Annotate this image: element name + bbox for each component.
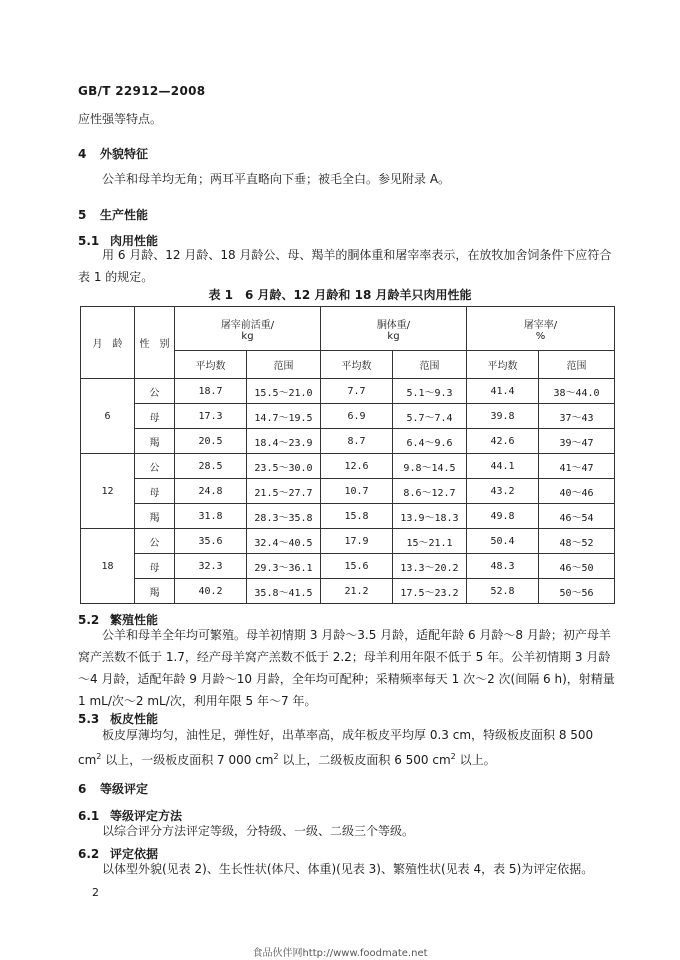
table-1-caption: 表 1 6 月龄、12 月龄和 18 月龄羊只肉用性能 bbox=[208, 288, 472, 302]
section-6-1-number: 6.1 bbox=[78, 809, 100, 823]
header-live-weight-title: 屠宰前活重/ bbox=[220, 319, 275, 331]
data-cell: 15.8 bbox=[321, 504, 393, 529]
header-carcass-weight-title: 胴体重/ bbox=[376, 319, 411, 331]
standard-number: GB/T 22912—2008 bbox=[78, 84, 206, 98]
section-6-2-title: 评定依据 bbox=[110, 847, 159, 861]
table-1 bbox=[80, 306, 615, 604]
section-5-3-text: 以上。 bbox=[455, 753, 496, 767]
table-row bbox=[81, 479, 615, 504]
sex-cell: 母 bbox=[135, 554, 175, 579]
data-cell: 10.7 bbox=[321, 479, 393, 504]
data-cell: 50.4 bbox=[467, 529, 539, 554]
data-cell: 18.4～23.9 bbox=[247, 429, 321, 454]
data-cell: 20.5 bbox=[175, 429, 247, 454]
table-row bbox=[81, 579, 615, 604]
data-cell: 32.4～40.5 bbox=[247, 529, 321, 554]
header-carcass-weight-unit: kg bbox=[387, 330, 400, 342]
sex-cell: 母 bbox=[135, 404, 175, 429]
data-cell: 5.7～7.4 bbox=[393, 404, 467, 429]
data-cell: 6.9 bbox=[321, 404, 393, 429]
data-cell: 49.8 bbox=[467, 504, 539, 529]
data-cell: 23.5～30.0 bbox=[247, 454, 321, 479]
data-cell: 17.3 bbox=[175, 404, 247, 429]
section-4-title: 外貌特征 bbox=[100, 147, 149, 161]
section-5-2-body: 公羊和母羊全年均可繁殖。母羊初情期 3 月龄～3.5 月龄，适配年龄 6 月龄～8 月龄；初产母羊窝产羔数不低于 1.7，经产母羊窝产羔数不低于 2.2；母羊利用年限不低于 5 年。公羊初情期 3 月龄～4 月龄，适配年龄 9 月龄～10 月龄，全年均可配种；采精频率每天 1 次～2 次(间隔 6 h)，射精量 1 mL/次～2 mL/次，利用年限 5 年～7 年。 bbox=[78, 628, 615, 708]
data-cell: 7.7 bbox=[321, 379, 393, 404]
data-cell: 24.8 bbox=[175, 479, 247, 504]
data-cell: 37～43 bbox=[539, 404, 615, 429]
section-5-3-body bbox=[78, 724, 616, 771]
data-cell: 28.5 bbox=[175, 454, 247, 479]
table-row bbox=[81, 454, 615, 479]
section-4-number: 4 bbox=[78, 147, 87, 161]
subheader-mean: 平均数 bbox=[467, 351, 539, 379]
data-cell: 6.4～9.6 bbox=[393, 429, 467, 454]
table-row bbox=[81, 404, 615, 429]
data-cell: 41～47 bbox=[539, 454, 615, 479]
data-cell: 39.8 bbox=[467, 404, 539, 429]
header-dressing-rate-title: 屠宰率/ bbox=[523, 319, 558, 331]
data-cell: 50～56 bbox=[539, 579, 615, 604]
subheader-range: 范围 bbox=[393, 351, 467, 379]
data-cell: 42.6 bbox=[467, 429, 539, 454]
section-6-2-body: 以体型外貌(见表 2)、生长性状(体尺、体重)(见表 3)、繁殖性状(见表 4，表 5)为评定依据。 bbox=[102, 862, 594, 876]
superscript: 2 bbox=[96, 752, 102, 761]
section-6-heading bbox=[78, 780, 148, 797]
header-dressing-rate-unit: % bbox=[535, 330, 546, 342]
subheader-mean: 平均数 bbox=[175, 351, 247, 379]
section-4-body: 公羊和母羊均无角；两耳平直略向下垂；被毛全白。参见附录 A。 bbox=[102, 172, 451, 186]
data-cell: 17.9 bbox=[321, 529, 393, 554]
sex-cell: 公 bbox=[135, 529, 175, 554]
superscript: 2 bbox=[450, 752, 456, 761]
superscript: 2 bbox=[273, 752, 279, 761]
sex-cell: 羯 bbox=[135, 429, 175, 454]
section-5-heading bbox=[78, 206, 148, 223]
data-cell: 43.2 bbox=[467, 479, 539, 504]
section-5-3-text: 以上，二级板皮面积 6 500 cm bbox=[278, 753, 451, 767]
section-5-1-title: 肉用性能 bbox=[110, 234, 159, 248]
section-6-title: 等级评定 bbox=[100, 782, 149, 796]
section-5-1-body: 用 6 月龄、12 月龄、18 月龄公、母、羯羊的胴体重和屠宰率表示，在放牧加舍饲条件下应符合表 1 的规定。 bbox=[78, 248, 612, 284]
data-cell: 15.6 bbox=[321, 554, 393, 579]
sex-cell: 母 bbox=[135, 479, 175, 504]
sex-cell: 羯 bbox=[135, 504, 175, 529]
subheader-mean: 平均数 bbox=[321, 351, 393, 379]
section-5-2-title: 繁殖性能 bbox=[110, 613, 159, 627]
table-row bbox=[81, 429, 615, 454]
header-age: 月 龄 bbox=[81, 307, 135, 379]
section-6-2-number: 6.2 bbox=[78, 847, 100, 861]
data-cell: 48.3 bbox=[467, 554, 539, 579]
section-4-heading bbox=[78, 145, 148, 162]
data-cell: 40～46 bbox=[539, 479, 615, 504]
subheader-range: 范围 bbox=[539, 351, 615, 379]
data-cell: 5.1～9.3 bbox=[393, 379, 467, 404]
data-cell: 35.8～41.5 bbox=[247, 579, 321, 604]
footer-watermark: 食品伙伴网http://www.foodmate.net bbox=[252, 948, 428, 959]
section-6-number: 6 bbox=[78, 782, 87, 796]
data-cell: 40.2 bbox=[175, 579, 247, 604]
data-cell: 39～47 bbox=[539, 429, 615, 454]
section-6-1-body: 以综合评分方法评定等级，分特级、一级、二级三个等级。 bbox=[102, 824, 415, 838]
data-cell: 17.5～23.2 bbox=[393, 579, 467, 604]
continuation-text: 应性强等特点。 bbox=[78, 112, 163, 126]
data-cell: 13.9～18.3 bbox=[393, 504, 467, 529]
age-cell: 18 bbox=[81, 529, 135, 604]
data-cell: 13.3～20.2 bbox=[393, 554, 467, 579]
data-cell: 52.8 bbox=[467, 579, 539, 604]
age-cell: 6 bbox=[81, 379, 135, 454]
subheader-range: 范围 bbox=[247, 351, 321, 379]
data-cell: 21.5～27.7 bbox=[247, 479, 321, 504]
data-cell: 8.6～12.7 bbox=[393, 479, 467, 504]
header-sex: 性 别 bbox=[135, 307, 175, 379]
data-cell: 35.6 bbox=[175, 529, 247, 554]
data-cell: 46～50 bbox=[539, 554, 615, 579]
section-5-3-number: 5.3 bbox=[78, 712, 100, 726]
table-row bbox=[81, 529, 615, 554]
table-row bbox=[81, 504, 615, 529]
data-cell: 15～21.1 bbox=[393, 529, 467, 554]
data-cell: 15.5～21.0 bbox=[247, 379, 321, 404]
sex-cell: 羯 bbox=[135, 579, 175, 604]
section-5-3-title: 板皮性能 bbox=[110, 712, 159, 726]
data-cell: 12.6 bbox=[321, 454, 393, 479]
data-cell: 46～54 bbox=[539, 504, 615, 529]
header-carcass-weight bbox=[321, 307, 467, 351]
section-6-1-title: 等级评定方法 bbox=[110, 809, 183, 823]
section-5-number: 5 bbox=[78, 208, 87, 222]
section-5-1-number: 5.1 bbox=[78, 234, 100, 248]
data-cell: 41.4 bbox=[467, 379, 539, 404]
data-cell: 28.3～35.8 bbox=[247, 504, 321, 529]
data-cell: 31.8 bbox=[175, 504, 247, 529]
sex-cell: 公 bbox=[135, 379, 175, 404]
section-5-3-text: 以上，一级板皮面积 7 000 cm bbox=[101, 753, 274, 767]
data-cell: 9.8～14.5 bbox=[393, 454, 467, 479]
section-5-title: 生产性能 bbox=[100, 208, 149, 222]
page-number: 2 bbox=[92, 886, 99, 899]
data-cell: 21.2 bbox=[321, 579, 393, 604]
data-cell: 38～44.0 bbox=[539, 379, 615, 404]
age-cell: 12 bbox=[81, 454, 135, 529]
sex-cell: 公 bbox=[135, 454, 175, 479]
data-cell: 8.7 bbox=[321, 429, 393, 454]
data-cell: 32.3 bbox=[175, 554, 247, 579]
header-live-weight-unit: kg bbox=[241, 330, 254, 342]
header-live-weight bbox=[175, 307, 321, 351]
table-row bbox=[81, 379, 615, 404]
data-cell: 18.7 bbox=[175, 379, 247, 404]
data-cell: 44.1 bbox=[467, 454, 539, 479]
header-dressing-rate bbox=[467, 307, 615, 351]
data-cell: 48～52 bbox=[539, 529, 615, 554]
data-cell: 14.7～19.5 bbox=[247, 404, 321, 429]
data-cell: 29.3～36.1 bbox=[247, 554, 321, 579]
table-row bbox=[81, 554, 615, 579]
section-5-2-number: 5.2 bbox=[78, 613, 100, 627]
section-5-3-text: 板皮厚薄均匀，油性足，弹性好，出革率高，成年板皮平均厚 0.3 cm，特级板皮面积 8 500 cm bbox=[78, 728, 594, 767]
